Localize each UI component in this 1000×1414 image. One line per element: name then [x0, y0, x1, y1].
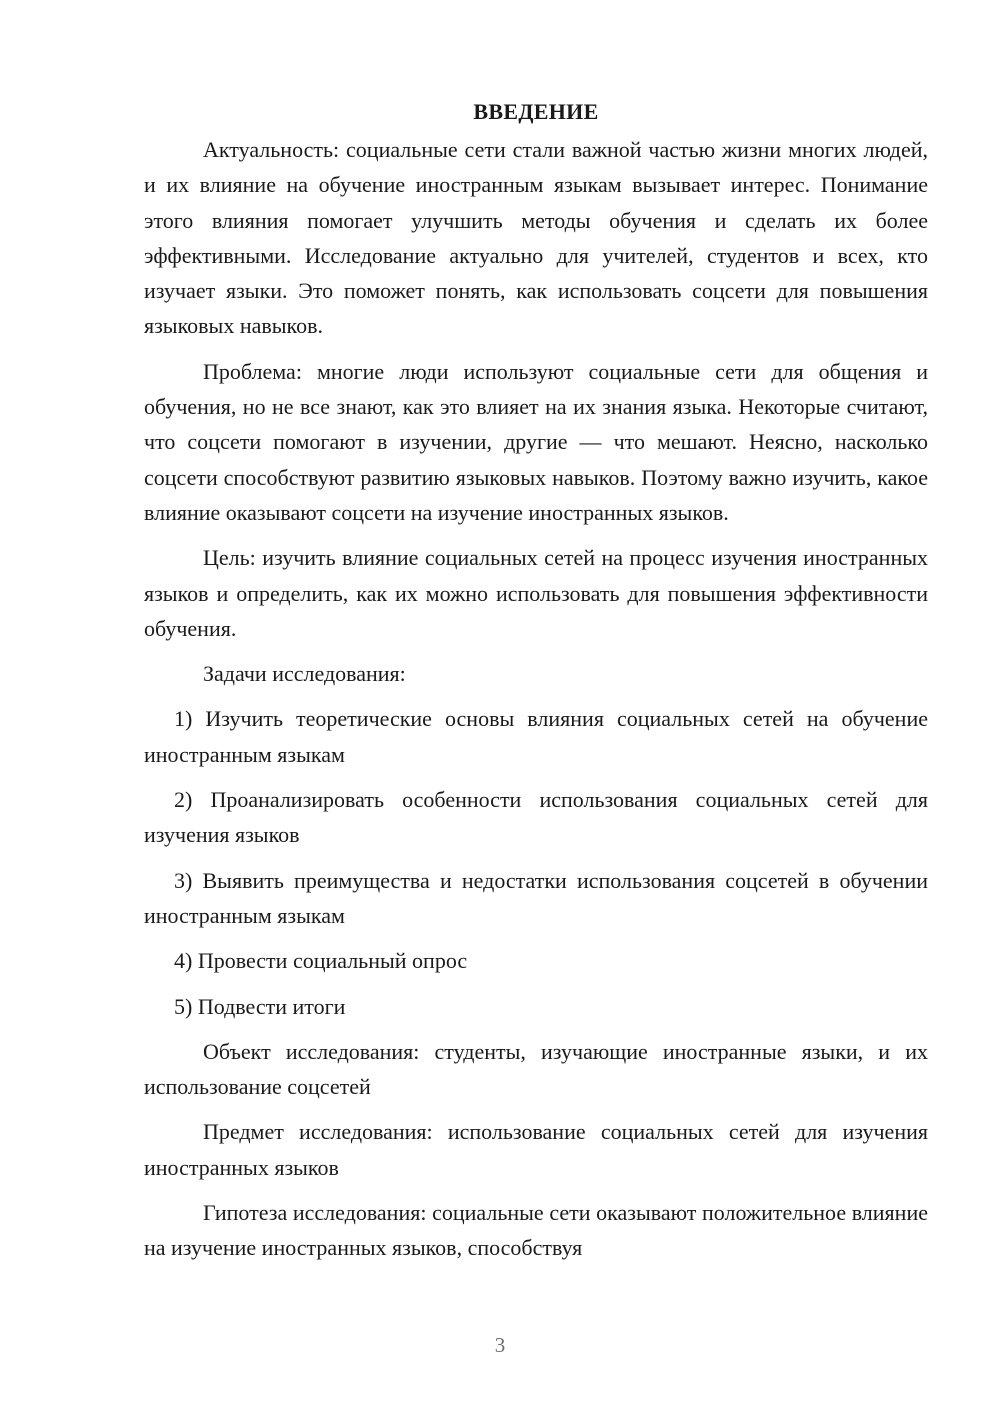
task-item-5: 5) Подвести итоги — [174, 993, 346, 1019]
task-item-3: 3) Выявить преимущества и недостатки использования соцсетей в обучении иностранным языкам — [144, 867, 928, 928]
tasks-title: Задачи исследования: — [203, 661, 406, 687]
paragraph-subject: Предмет исследования: использование социальных сетей для изучения иностранных языков — [144, 1119, 928, 1180]
page-number: 3 — [494, 1333, 506, 1357]
task-item-2: 2) Проанализировать особенности использования социальных сетей для изучения языков — [144, 787, 928, 848]
paragraph-hypothesis: Гипотеза исследования: социальные сети оказывают положительное влияние на изучение иностранных языков, способствуя — [144, 1200, 928, 1261]
paragraph-goal: Цель: изучить влияние социальных сетей на процесс изучения иностранных языков и определить, как их можно использовать для повышения эффективности обучения. — [144, 545, 928, 641]
task-item-1: 1) Изучить теоретические основы влияния социальных сетей на обучение иностранным языкам — [144, 706, 928, 767]
paragraph-relevance: Актуальность: социальные сети стали важной частью жизни многих людей, и их влияние на обучение иностранным языкам вызывает интерес. Понимание этого влияния помогает улучшить методы обучения и сделать их более эффективными. Исследование актуально для учителей, студентов и всех, кто изучает языки. Это поможет понять, как использовать соцсети для повышения языковых навыков. — [144, 137, 928, 339]
paragraph-object: Объект исследования: студенты, изучающие иностранные языки, и их использование соцсетей — [144, 1038, 928, 1100]
document-body — [144, 94, 928, 1276]
paragraph-problem: Проблема: многие люди используют социальные сети для общения и обучения, но не все знают, как это влияет на их знания языка. Некоторые считают, что соцсети помогают в изучении, другие — что мешают. Неясно, насколько соцсети способствуют развитию языковых навыков. Поэтому важно изучить, какое влияние оказывают соцсети на изучение иностранных языков. — [144, 358, 928, 525]
task-item-4: 4) Провести социальный опрос — [174, 948, 468, 974]
section-heading: ВВЕДЕНИЕ — [473, 99, 599, 124]
